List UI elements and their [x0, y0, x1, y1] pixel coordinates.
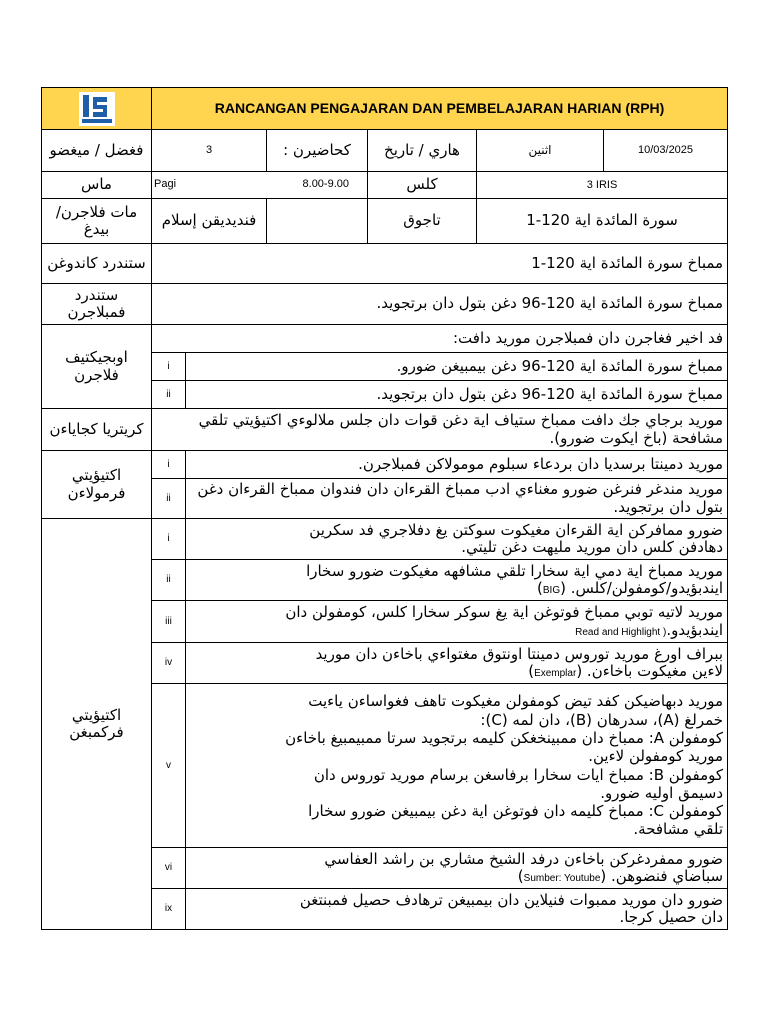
text-part: سباضاي فنضوهن. (	[600, 867, 724, 885]
text-line: موريد ممباخ اية دمي اية سخارا تلقي مشافهه مغيكوت ضورو سخارا	[306, 561, 724, 580]
info-row-2	[42, 172, 728, 199]
development-num: ix	[152, 889, 186, 930]
objective-text: ممباخ سورة المائدة اية 120-96 دغن بتول دان برتجويد.	[186, 381, 728, 409]
text-line: دسيمق اوليه ضورو.	[600, 783, 724, 802]
masa-cell	[152, 172, 368, 199]
text-part: )	[537, 579, 543, 597]
sk-label: ستندرد كاندوغن	[42, 244, 152, 284]
text-tag: BIG	[542, 585, 561, 596]
text-line: ضورو ممافركن اية القرءان مغيكوت سوكتن يغ دفلاجري فد سكرين	[309, 520, 724, 539]
text-tag: ( Read and Highlight	[575, 626, 667, 638]
objective-num: i	[152, 353, 186, 381]
criteria-text: موريد برجاي جك دافت ممباخ ستياف اية دغن قوات دان جلس ملالوءي اكتيؤيتي تلقي مشافحة (باخ ايكوت ضورو).	[152, 409, 728, 451]
criteria-row	[42, 409, 728, 451]
text-line: ضورو ممفردغركن باخاءن درفد الشيخ مشاري بن راشد العفاسي	[324, 849, 724, 868]
objective-intro-row	[42, 325, 728, 353]
development-num: ii	[152, 560, 186, 601]
text-tag: Sumber: Youtube	[523, 873, 601, 884]
text-line	[190, 580, 723, 597]
kelas-value: 3 IRIS	[477, 172, 728, 199]
text-line: موريد كومفولن لاءين.	[588, 747, 724, 766]
induction-row	[42, 451, 728, 479]
text-line: موريد لاتيه توبي ممباخ فوتوغن اية يغ سوكر سخارا كلس، كومفولن دان	[285, 603, 724, 622]
sk-row	[42, 244, 728, 284]
text-line: موريد دبهاضيكن كفد تيض كومفولن مغيكوت تاهف فغواساءن ياءيت	[308, 692, 724, 711]
development-text	[186, 601, 728, 643]
fasal-value: 3	[152, 130, 267, 172]
development-row	[42, 519, 728, 560]
school-logo-icon	[79, 92, 115, 126]
text-line: دان حصيل كرجا.	[619, 908, 724, 926]
induction-num: ii	[152, 479, 186, 519]
development-num: v	[152, 684, 186, 848]
induction-num: i	[152, 451, 186, 479]
development-text	[186, 848, 728, 889]
text-line: تلقي مشافحة.	[633, 820, 724, 839]
text-line: ضورو دان موريد ممبوات فنيلاين دان بيمبيغن ترهادف حصيل فمبنتغن	[299, 890, 724, 909]
text-tag: Exemplar	[534, 668, 577, 679]
logo-cell	[42, 88, 152, 130]
text-part: )	[528, 662, 535, 680]
development-text	[186, 519, 728, 560]
objective-intro: فد اخير فغاجرن دان فمبلاجرن موريد دافت:	[152, 325, 728, 353]
development-text	[186, 560, 728, 601]
header-row	[42, 88, 728, 130]
text-part: ايندبؤيدو.	[666, 620, 724, 639]
masa-label: ماس	[42, 172, 152, 199]
text-line	[190, 868, 723, 885]
text-line: كومفولن A: ممباخ دان ممبينخغكن كليمه برتجويد سرتا ممبيمبيغ باخاءن	[285, 728, 724, 747]
info-row-3	[42, 199, 728, 244]
objective-label: اوبجيكتيف فلاجرن	[42, 325, 152, 409]
development-num: i	[152, 519, 186, 560]
text-part: لاءين مغيكوت باخاءن. (	[576, 662, 724, 680]
induction-label: اكتيؤيتي فرمولاءن	[42, 451, 152, 519]
development-num: vi	[152, 848, 186, 889]
text-line: خمرلغ (A)، سدرهان (B)، دان لمه (C):	[480, 710, 724, 729]
sp-row	[42, 284, 728, 325]
subject-label: مات فلاجرن/ بيدغ	[42, 199, 152, 244]
rph-table	[41, 87, 728, 930]
date-value: 10/03/2025	[604, 130, 728, 172]
development-text	[186, 643, 728, 684]
text-line: كومفولن C: ممباخ كليمه دان فوتوغن اية دغن بيمبيغن ضورو سخارا	[308, 802, 724, 821]
objective-num: ii	[152, 381, 186, 409]
development-label: اكتيؤيتي فركمبغن	[42, 519, 152, 930]
development-text	[186, 889, 728, 930]
development-num: iv	[152, 643, 186, 684]
sp-value: ممباخ سورة المائدة اية 120-96 دغن بتول دان برتجويد.	[152, 284, 728, 325]
text-line	[190, 622, 723, 639]
sk-value: ممباخ سورة المائدة اية 120-1	[152, 244, 728, 284]
kehadiran-label: كحاضيرن :	[267, 130, 368, 172]
text-line: ببراف اورغ موريد توروس دمينتا اونتوق مغتواءي باخاءن دان موريد	[315, 644, 724, 663]
development-text	[186, 684, 728, 848]
text-line: دهادفن كلس دان موريد مليهت دغن تليتي.	[461, 538, 724, 556]
info-row-1	[42, 130, 728, 172]
page-title: RANCANGAN PENGAJARAN DAN PEMBELAJARAN HARIAN (RPH)	[152, 88, 728, 130]
induction-text: موريد دمينتا برسديا دان بردعاء سبلوم مومولاكن فمبلاجرن.	[186, 451, 728, 479]
masa-value: 8.00-9.00	[302, 178, 349, 190]
hari-value: اثنين	[477, 130, 604, 172]
text-line: كومفولن B: ممباخ ايات سخارا برفاسغن برسام موريد توروس دان	[313, 765, 724, 784]
empty-cell	[267, 199, 368, 244]
sp-label: ستندرد فمبلاجرن	[42, 284, 152, 325]
subject-value: فنديديقن إسلام	[152, 199, 267, 244]
development-num: iii	[152, 601, 186, 643]
kelas-label: كلس	[368, 172, 477, 199]
text-line	[190, 663, 723, 680]
school-logo	[46, 92, 147, 126]
induction-text: موريد مندغر فنرغن ضورو مغناءي ادب ممباخ القرءان دان فندوان ممباخ القرءان دغن بتول دان برتجويد.	[186, 479, 728, 519]
text-part: )	[517, 867, 524, 885]
fasal-label: فغضل / ميغضو	[42, 130, 152, 172]
hari-label: هاري / تاريخ	[368, 130, 477, 172]
criteria-label: كريتريا كجاياءن	[42, 409, 152, 451]
tajuk-value: سورة المائدة اية 120-1	[477, 199, 728, 244]
masa-session: Pagi	[154, 178, 177, 190]
objective-text: ممباخ سورة المائدة اية 120-96 دغن بيمبيغن ضورو.	[186, 353, 728, 381]
text-part: ايندبؤيدو/كومفولن/كلس. (	[560, 579, 724, 597]
tajuk-label: تاجوق	[368, 199, 477, 244]
